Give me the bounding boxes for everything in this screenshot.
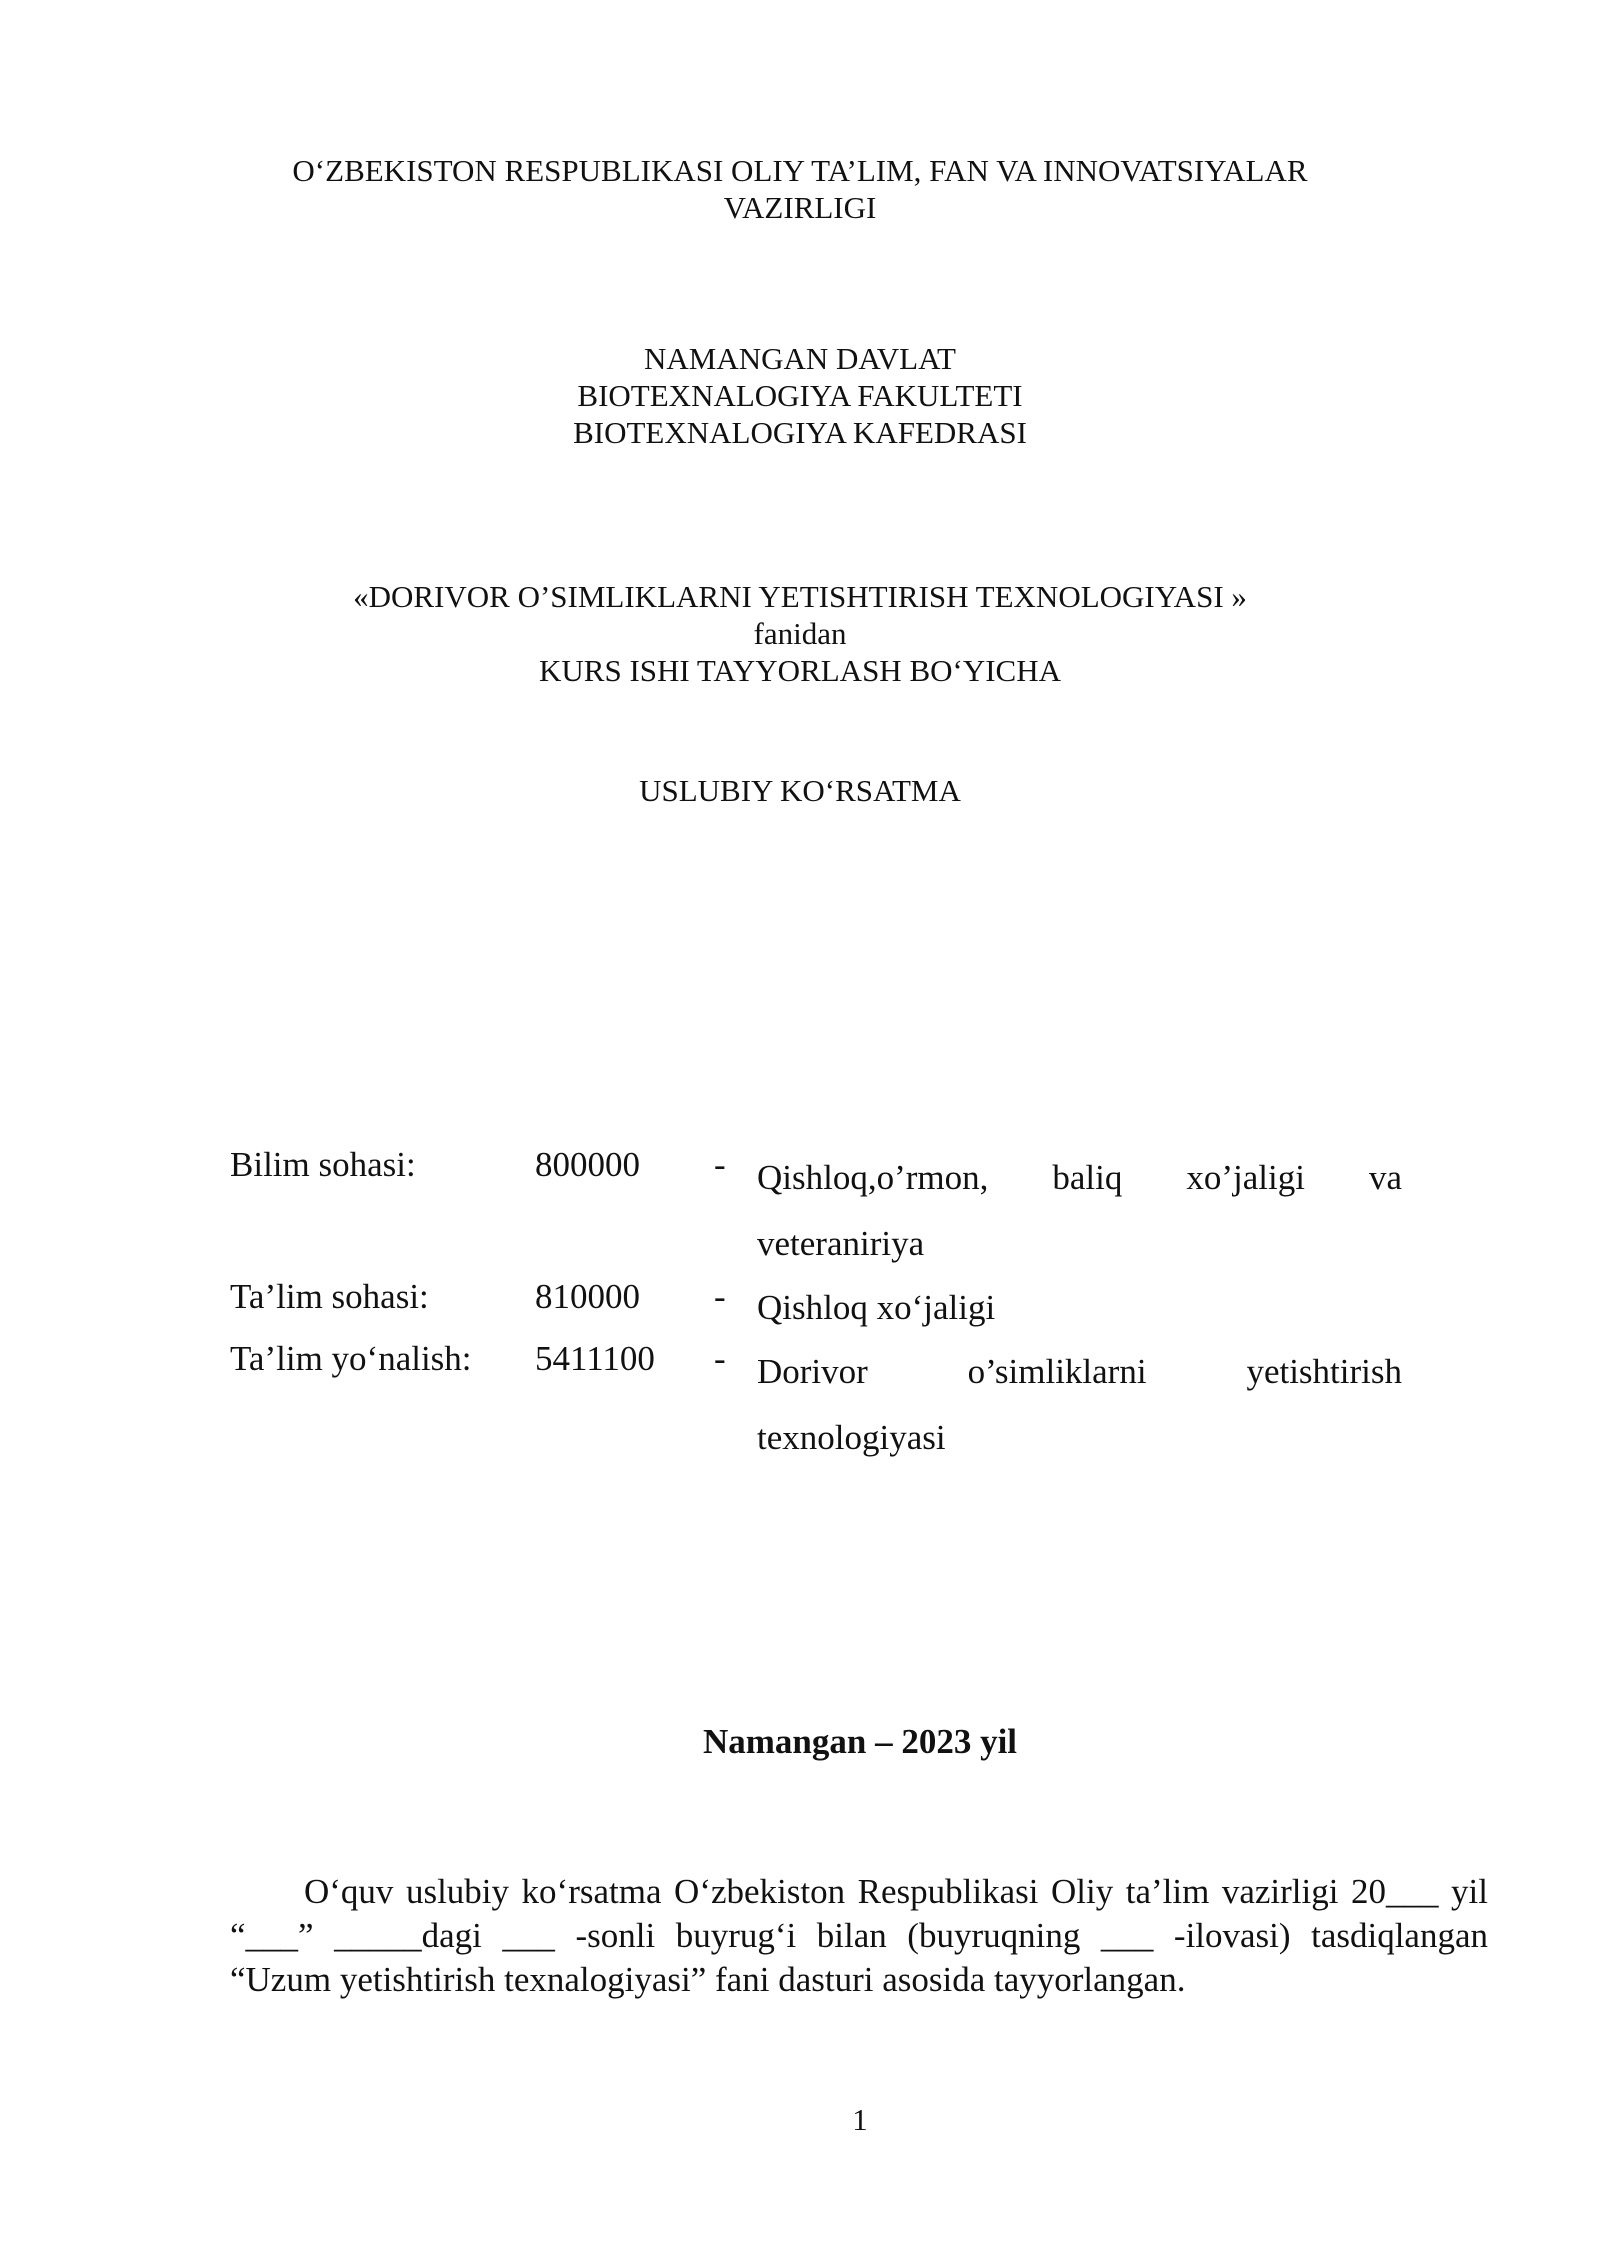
ministry-heading bbox=[230, 152, 1370, 226]
department-name: BIOTEXNALOGIYA KAFEDRASI bbox=[573, 415, 1027, 450]
info-value-line-1: Qishloq xo‘jaligi bbox=[757, 1288, 996, 1327]
faculty-name: BIOTEXNALOGIYA FAKULTETI bbox=[577, 378, 1023, 413]
subject-heading bbox=[230, 578, 1370, 689]
info-row-knowledge-area bbox=[230, 1145, 1402, 1277]
info-code: 810000 bbox=[535, 1277, 640, 1316]
info-value bbox=[757, 1145, 1402, 1277]
info-value-line-2: veteraniriya bbox=[757, 1224, 925, 1263]
info-dash: - bbox=[714, 1145, 726, 1184]
ministry-line-2: VAZIRLIGI bbox=[723, 190, 877, 225]
info-row-education-direction bbox=[230, 1339, 1402, 1471]
subject-subtitle: fanidan bbox=[753, 616, 847, 651]
city-year: Namangan – 2023 yil bbox=[702, 1722, 1018, 1761]
info-value-line-1: Dorivor o’simliklarni yetishtirish bbox=[757, 1352, 1402, 1391]
info-code: 5411100 bbox=[535, 1339, 655, 1378]
info-value-line-2: texnologiyasi bbox=[757, 1418, 946, 1457]
subject-purpose: KURS ISHI TAYYORLASH BO‘YICHA bbox=[539, 653, 1061, 688]
info-value bbox=[757, 1339, 1402, 1471]
info-table bbox=[230, 1145, 1402, 1471]
info-dash: - bbox=[714, 1277, 726, 1316]
document-type-label: USLUBIY KO‘RSATMA bbox=[639, 773, 961, 808]
approval-paragraph: O‘quv uslubiy ko‘rsatma O‘zbekiston Respublikasi Oliy ta’lim vazirligi 20___ yil “___” _____dagi ___ -sonli buyrug‘i bilan (buyruqning ___ -ilovasi) tasdiqlangan “Uzum yetishtirish texnalogiyasi” fani dasturi asosida tayyorlangan. bbox=[230, 1872, 1488, 1999]
info-code: 800000 bbox=[535, 1145, 640, 1184]
info-dash: - bbox=[714, 1339, 726, 1378]
info-value-line-1: Qishloq,o’rmon, baliq xo’jaligi va bbox=[757, 1158, 1402, 1197]
info-label: Bilim sohasi: bbox=[230, 1145, 416, 1184]
ministry-line-1: O‘ZBEKISTON RESPUBLIKASI OLIY TA’LIM, FAN VA INNOVATSIYALAR bbox=[292, 153, 1308, 188]
document-type bbox=[230, 772, 1370, 809]
university-name: NAMANGAN DAVLAT bbox=[643, 341, 956, 376]
university-heading bbox=[230, 340, 1370, 451]
info-value bbox=[757, 1277, 1402, 1339]
info-row-education-area bbox=[230, 1277, 1402, 1339]
subject-title: «DORIVOR O’SIMLIKLARNI YETISHTIRISH TEXNOLOGIYASI » bbox=[353, 579, 1247, 614]
info-label: Ta’lim yo‘nalish: bbox=[230, 1339, 472, 1378]
page-number: 1 bbox=[852, 2102, 868, 2137]
info-label: Ta’lim sohasi: bbox=[230, 1277, 429, 1316]
